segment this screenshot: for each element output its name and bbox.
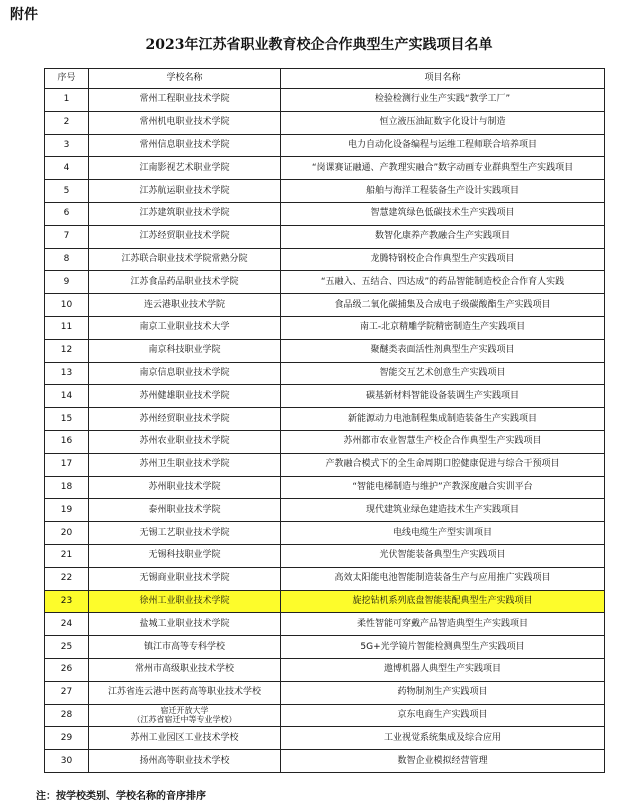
project-name: 苏州都市农业智慧生产校企合作典型生产实践项目 (281, 430, 605, 453)
school-name: 南京工业职业技术大学 (89, 316, 281, 339)
table-row (45, 567, 605, 590)
project-name: 船舶与海洋工程装备生产设计实践项目 (281, 180, 605, 203)
table-row (45, 271, 605, 294)
project-name: 柔性智能可穿戴产品智造典型生产实践项目 (281, 613, 605, 636)
school-name: 江苏建筑职业技术学院 (89, 202, 281, 225)
attachment-label: 附件 (10, 7, 38, 23)
row-number: 9 (45, 271, 89, 294)
table-row (45, 750, 605, 773)
row-number: 8 (45, 248, 89, 271)
table-row (45, 225, 605, 248)
table-row (45, 727, 605, 750)
school-name: 盐城工业职业技术学院 (89, 613, 281, 636)
row-number: 23 (45, 590, 89, 613)
row-number: 24 (45, 613, 89, 636)
project-name: 龙腾特钢校企合作典型生产实践项目 (281, 248, 605, 271)
project-name: “五融入、五结合、四达成”的药品智能制造校企合作育人实践 (281, 271, 605, 294)
table-row (45, 658, 605, 681)
school-name: 连云港职业技术学院 (89, 294, 281, 317)
school-name: 宿迁开放大学 （江苏省宿迁中等专业学校） (89, 704, 281, 727)
table-row (45, 180, 605, 203)
project-name: 光伏智能装备典型生产实践项目 (281, 544, 605, 567)
row-number: 29 (45, 727, 89, 750)
row-number: 4 (45, 157, 89, 180)
project-name: 智慧建筑绿色低碳技术生产实践项目 (281, 202, 605, 225)
table-row (45, 248, 605, 271)
table-row (45, 157, 605, 180)
project-name: 5G+光学镜片智能检测典型生产实践项目 (281, 636, 605, 659)
school-name: 南京科技职业学院 (89, 339, 281, 362)
project-name: 药物制剂生产实践项目 (281, 681, 605, 704)
table-row (45, 636, 605, 659)
table-row (45, 590, 605, 613)
row-number: 25 (45, 636, 89, 659)
table-row (45, 476, 605, 499)
table-row (45, 385, 605, 408)
project-name: 聚醚类表面活性剂典型生产实践项目 (281, 339, 605, 362)
table-body (45, 89, 605, 773)
project-name: 智能交互艺术创意生产实践项目 (281, 362, 605, 385)
school-name: 江苏航运职业技术学院 (89, 180, 281, 203)
project-name: 遨博机器人典型生产实践项目 (281, 658, 605, 681)
school-name: 常州信息职业技术学院 (89, 134, 281, 157)
school-name: 苏州农业职业技术学院 (89, 430, 281, 453)
row-number: 2 (45, 111, 89, 134)
project-name: 南工-北京精雕学院精密制造生产实践项目 (281, 316, 605, 339)
project-name: 数智企业模拟经营管理 (281, 750, 605, 773)
school-name: 苏州经贸职业技术学院 (89, 408, 281, 431)
row-number: 12 (45, 339, 89, 362)
row-number: 26 (45, 658, 89, 681)
row-number: 15 (45, 408, 89, 431)
row-number: 27 (45, 681, 89, 704)
table-row (45, 316, 605, 339)
row-number: 28 (45, 704, 89, 727)
table-header-row (45, 69, 605, 89)
school-name: 常州机电职业技术学院 (89, 111, 281, 134)
project-name: “智能电梯制造与维护”产教深度融合实训平台 (281, 476, 605, 499)
table-row (45, 522, 605, 545)
row-number: 11 (45, 316, 89, 339)
project-name: 检验检测行业生产实践“教学工厂” (281, 89, 605, 112)
project-name: 现代建筑业绿色建造技术生产实践项目 (281, 499, 605, 522)
project-name: 旋挖钻机系列底盘智能装配典型生产实践项目 (281, 590, 605, 613)
row-number: 22 (45, 567, 89, 590)
table-row (45, 408, 605, 431)
header-number: 序号 (45, 69, 89, 89)
school-name: 扬州高等职业技术学校 (89, 750, 281, 773)
school-name: 镇江市高等专科学校 (89, 636, 281, 659)
row-number: 19 (45, 499, 89, 522)
project-name: 产教融合模式下的全生命周期口腔健康促进与综合干预项目 (281, 453, 605, 476)
school-name: 江苏省连云港中医药高等职业技术学校 (89, 681, 281, 704)
row-number: 30 (45, 750, 89, 773)
project-name: 工业视觉系统集成及综合应用 (281, 727, 605, 750)
row-number: 7 (45, 225, 89, 248)
row-number: 5 (45, 180, 89, 203)
table-row (45, 294, 605, 317)
school-name: 无锡科技职业学院 (89, 544, 281, 567)
school-name: 无锡商业职业技术学院 (89, 567, 281, 590)
table-row (45, 499, 605, 522)
row-number: 14 (45, 385, 89, 408)
table-row (45, 453, 605, 476)
header-project: 项目名称 (281, 69, 605, 89)
row-number: 21 (45, 544, 89, 567)
school-name: 无锡工艺职业技术学院 (89, 522, 281, 545)
row-number: 13 (45, 362, 89, 385)
school-name: 苏州工业园区工业技术学校 (89, 727, 281, 750)
school-name: 苏州职业技术学院 (89, 476, 281, 499)
project-name: 食品级二氧化碳捕集及合成电子级碳酸酯生产实践项目 (281, 294, 605, 317)
table-row (45, 681, 605, 704)
row-number: 17 (45, 453, 89, 476)
project-name: 高效太阳能电池智能制造装备生产与应用推广实践项目 (281, 567, 605, 590)
school-name: 南京信息职业技术学院 (89, 362, 281, 385)
project-name: 恒立液压油缸数字化设计与制造 (281, 111, 605, 134)
table-row (45, 89, 605, 112)
table-row (45, 111, 605, 134)
project-name: 电力自动化设备编程与运维工程师联合培养项目 (281, 134, 605, 157)
row-number: 18 (45, 476, 89, 499)
table-row (45, 613, 605, 636)
table-row (45, 430, 605, 453)
school-name: 苏州健雄职业技术学院 (89, 385, 281, 408)
school-name: 常州工程职业技术学院 (89, 89, 281, 112)
school-name: 苏州卫生职业技术学院 (89, 453, 281, 476)
project-name: 新能源动力电池制程集成制造装备生产实践项目 (281, 408, 605, 431)
table-row (45, 134, 605, 157)
row-number: 3 (45, 134, 89, 157)
row-number: 16 (45, 430, 89, 453)
school-name: 常州市高级职业技术学校 (89, 658, 281, 681)
project-name: 京东电商生产实践项目 (281, 704, 605, 727)
table-row (45, 362, 605, 385)
school-name: 江南影视艺术职业学院 (89, 157, 281, 180)
school-name: 江苏食品药品职业技术学院 (89, 271, 281, 294)
school-name: 徐州工业职业技术学院 (89, 590, 281, 613)
header-school: 学校名称 (89, 69, 281, 89)
table-row (45, 202, 605, 225)
footnote: 注：按学校类别、学校名称的音序排序 (36, 791, 206, 802)
school-name: 江苏经贸职业技术学院 (89, 225, 281, 248)
project-list-table (44, 68, 605, 773)
row-number: 20 (45, 522, 89, 545)
table-row (45, 544, 605, 567)
row-number: 6 (45, 202, 89, 225)
project-name: 数智化康养产教融合生产实践项目 (281, 225, 605, 248)
table-row (45, 704, 605, 727)
row-number: 10 (45, 294, 89, 317)
row-number: 1 (45, 89, 89, 112)
page-title: 2023年江苏省职业教育校企合作典型生产实践项目名单 (145, 37, 493, 53)
school-name: 泰州职业技术学院 (89, 499, 281, 522)
school-name: 江苏联合职业技术学院常熟分院 (89, 248, 281, 271)
project-name: 碳基新材料智能设备装调生产实践项目 (281, 385, 605, 408)
table-row (45, 339, 605, 362)
project-name: 电线电缆生产型实训项目 (281, 522, 605, 545)
project-name: “岗课赛证融通、产教理实融合”数字动画专业群典型生产实践项目 (281, 157, 605, 180)
